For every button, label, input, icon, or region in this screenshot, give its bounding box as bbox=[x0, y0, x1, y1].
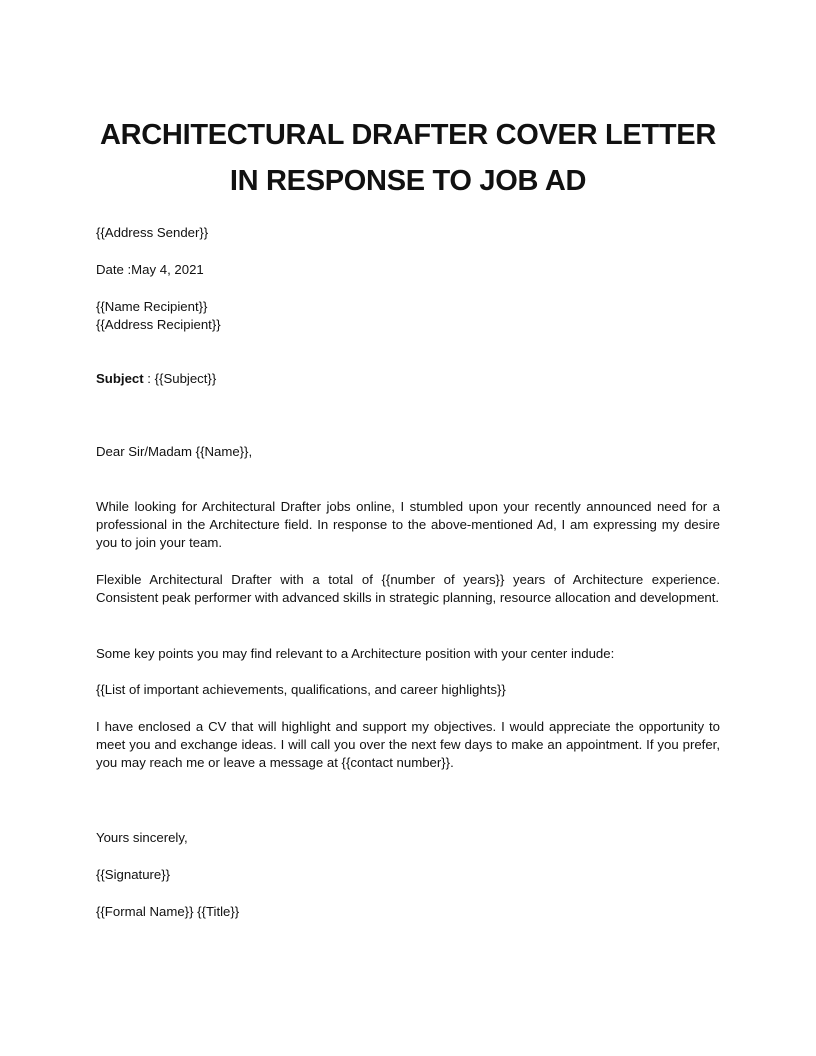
letter-title-line-1: ARCHITECTURAL DRAFTER COVER LETTER bbox=[100, 119, 716, 151]
formal-name-title: {{Formal Name}} {{Title}} bbox=[96, 904, 240, 919]
closing-phrase: Yours sincerely, bbox=[96, 830, 188, 845]
recipient-address: {{Address Recipient}} bbox=[96, 317, 221, 332]
sender-address: {{Address Sender}} bbox=[96, 225, 209, 240]
letter-date: Date :May 4, 2021 bbox=[96, 262, 204, 277]
paragraph-experience: Flexible Architectural Drafter with a total of {{number of years}} years of Architecture experience. Consistent peak performer with advanced skills in strategic planning, resource allocation and development. bbox=[96, 572, 720, 605]
paragraph-intro: While looking for Architectural Drafter jobs online, I stumbled upon your recently announced need for a professional in the Architecture field. In response to the above-mentioned Ad, I am expressing my desire you to join your team. bbox=[96, 499, 720, 550]
paragraph-key-points: Some key points you may find relevant to a Architecture position with your center indude: bbox=[96, 646, 615, 661]
letter-title-line-2: IN RESPONSE TO JOB AD bbox=[229, 165, 587, 197]
subject-line bbox=[96, 370, 720, 388]
paragraph-achievements: {{List of important achievements, qualifications, and career highlights}} bbox=[96, 682, 506, 697]
signature-placeholder: {{Signature}} bbox=[96, 867, 171, 882]
subject-label: Subject bbox=[96, 371, 144, 386]
subject-value: : {{Subject}} bbox=[143, 371, 217, 386]
paragraph-closing: I have enclosed a CV that will highlight and support my objectives. I would appreciate the opportunity to meet you and exchange ideas. I will call you over the next few days to make an appointment. If you prefer, you may reach me or leave a message at {{contact number}}. bbox=[96, 719, 720, 770]
salutation: Dear Sir/Madam {{Name}}, bbox=[96, 444, 253, 459]
recipient-name: {{Name Recipient}} bbox=[96, 299, 208, 314]
